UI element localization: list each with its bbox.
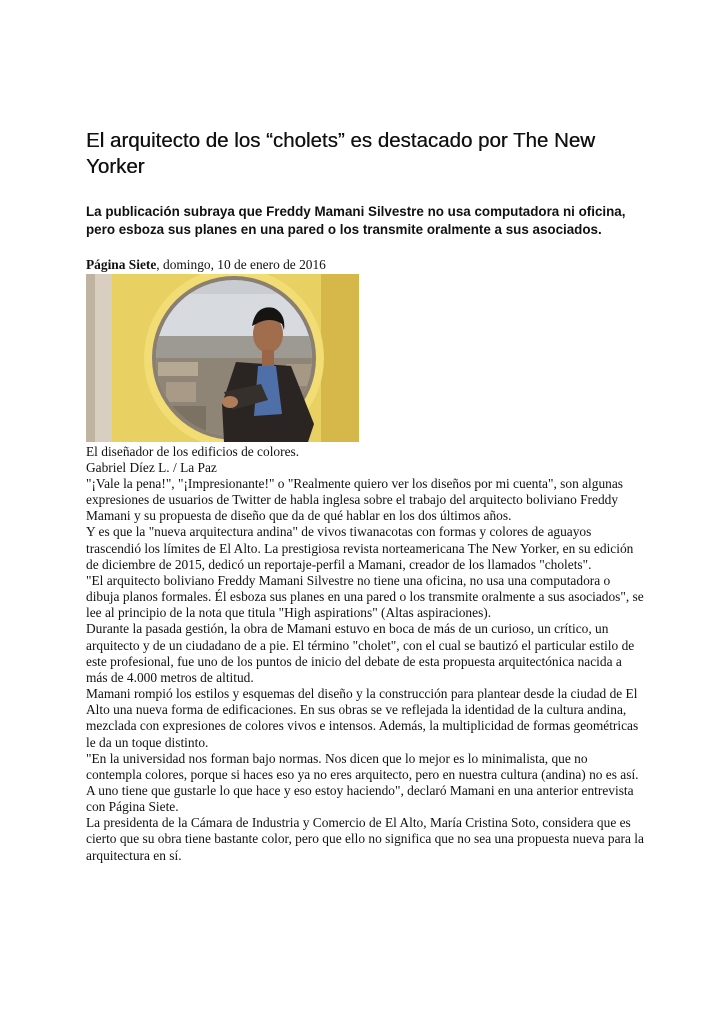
paragraph: Mamani rompió los estilos y esquemas del diseño y la construcción para plantear desde la ciudad de El Alto una nueva forma de edificaciones. En sus obras se ve reflejada la identidad de la cultura andina, mezclada con expresiones de colores vivos e intensos. Además, la multiplicidad de formas geométricas le da un toque distinto. xyxy=(86,686,639,750)
article-source-line xyxy=(86,257,646,273)
photo-caption: El diseñador de los edificios de colores. xyxy=(86,444,300,459)
paragraph: "En la universidad nos forman bajo normas. Nos dicen que lo mejor es lo minimalista, que no contempla colores, porque si haces eso ya no eres arquitecto, pero en nuestra cultura (andina) no es así. A uno tiene que gustarle lo que hace y eso estoy haciendo", declaró Mamani en una anterior entrevista con Página Siete. xyxy=(86,750,639,815)
paragraph: La presidenta de la Cámara de Industria y Comercio de El Alto, María Cristina Soto, considera que es cierto que su obra tiene bastante color, pero que ello no significa que no sea una propuesta nueva para la arquitectura en sí. xyxy=(86,815,644,863)
article-author: Gabriel Díez L. / La Paz xyxy=(86,460,217,476)
article-body xyxy=(86,476,646,864)
photo-caption-block xyxy=(86,444,646,476)
source-name: Página Siete xyxy=(86,257,157,272)
paragraph: "¡Vale la pena!", "¡Impresionante!" o "Realmente quiero ver los diseños por mi cuenta", son algunas expresiones de usuarios de Twitter de habla inglesa sobre el trabajo del arquitecto boliviano Freddy Mamani y su propuesta de diseño que da de qué hablar en los dos últimos años. xyxy=(86,476,624,524)
publication-date: , domingo, 10 de enero de 2016 xyxy=(156,257,326,272)
paragraph: "El arquitecto boliviano Freddy Mamani Silvestre no tiene una oficina, no usa una computadora o dibuja planos formales. Él esboza sus planes en una pared o los transmite oralmente a sus asociados", se lee al principio de la nota que titula "High aspirations" (Altas aspiraciones). xyxy=(86,572,644,621)
paragraph: Durante la pasada gestión, la obra de Mamani estuvo en boca de más de un curioso, un crítico, un arquitecto y de un ciudadano de a pie. El término "cholet", con el cual se bautizó el particular estilo de este profesional, fue uno de los puntos de inicio del debate de esta propuesta arquitectónica nacida a más de 4.000 metros de altitud. xyxy=(86,621,635,685)
article-headline: El arquitecto de los “cholets” es destacado por The New Yorker xyxy=(86,129,595,178)
paragraph: Y es que la "nueva arquitectura andina" de vivos tiwanacotas con formas y colores de aguayos trascendió los límites de El Alto. La prestigiosa revista norteamericana The New Yorker, en su edición de diciembre de 2015, dedicó un reportaje-perfil a Mamani, creador de los llamados "cholets". xyxy=(86,524,634,572)
article-photo xyxy=(86,274,359,442)
article-subheadline: La publicación subraya que Freddy Mamani Silvestre no usa computadora ni oficina, pero esboza sus planes en una pared o los transmite oralmente a sus asociados. xyxy=(86,204,626,237)
